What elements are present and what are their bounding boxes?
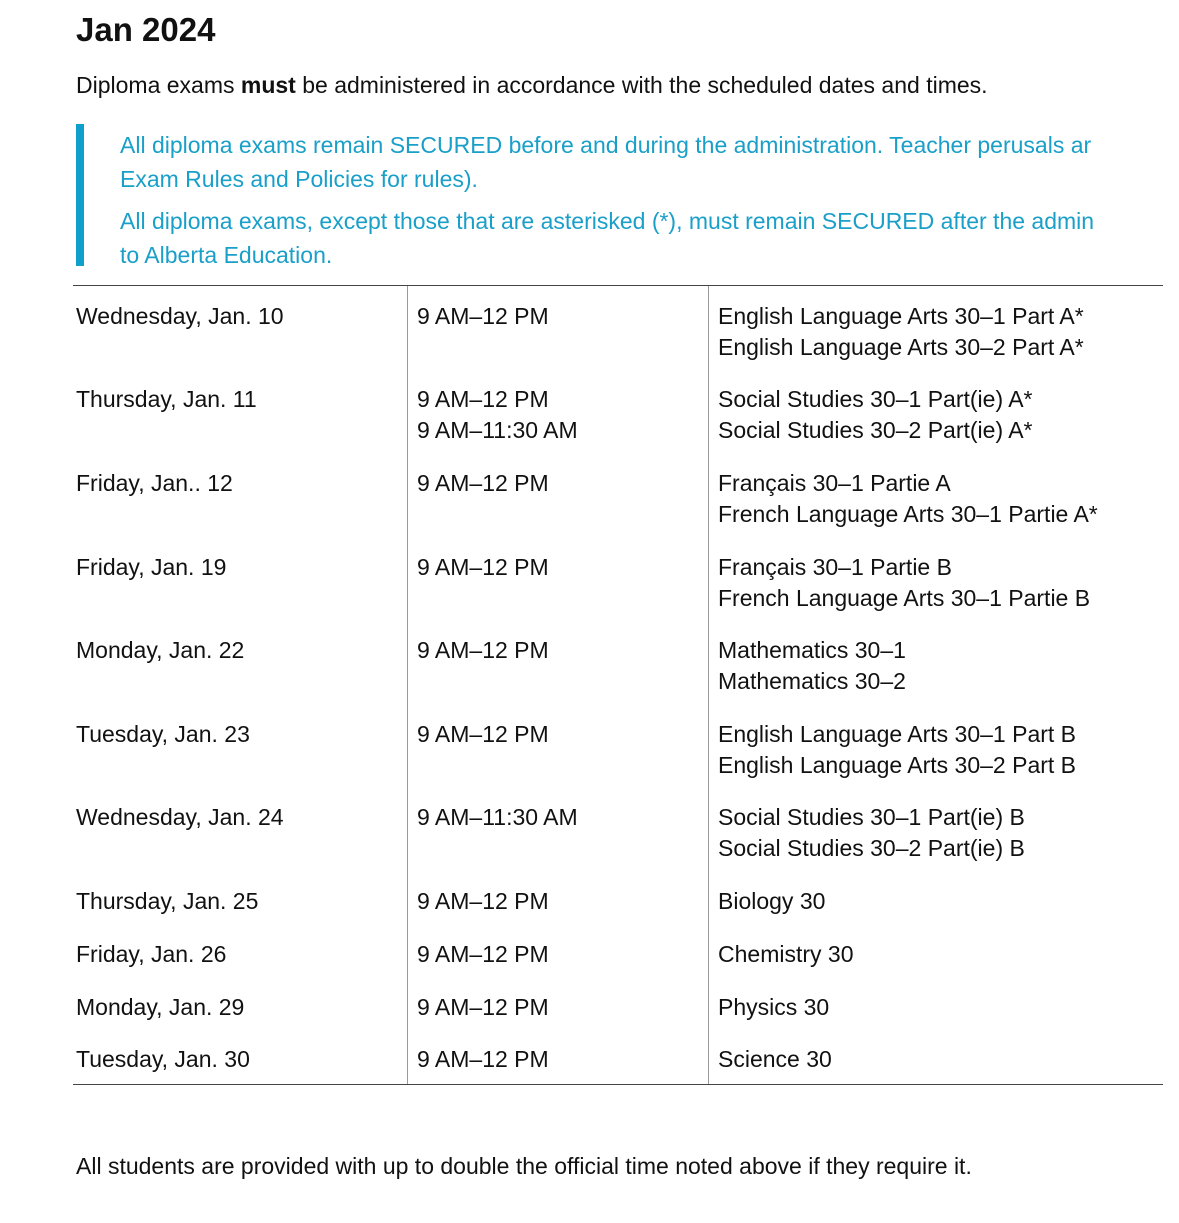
exam-subject: Biology 30	[718, 888, 826, 914]
intro-text	[76, 70, 988, 100]
time-slot: 9 AM–11:30 AM	[417, 417, 578, 443]
exam-subject: Physics 30	[718, 994, 830, 1020]
page-title: Jan 2024	[76, 11, 216, 48]
exam-subjects	[718, 1044, 832, 1075]
exam-time	[417, 719, 549, 750]
notice-line: Exam Rules and Policies for rules).	[120, 166, 478, 192]
time-slot: 9 AM–12 PM	[417, 994, 549, 1020]
exam-subjects	[718, 635, 906, 697]
security-notice	[76, 124, 1179, 266]
exam-date: Wednesday, Jan. 24	[76, 804, 284, 830]
exam-subjects	[718, 552, 1090, 614]
exam-subjects	[718, 301, 1084, 363]
exam-time	[417, 635, 549, 666]
time-slot: 9 AM–11:30 AM	[417, 804, 578, 830]
exam-date: Thursday, Jan. 11	[76, 386, 257, 412]
exam-date: Monday, Jan. 22	[76, 637, 245, 663]
time-slot: 9 AM–12 PM	[417, 554, 549, 580]
exam-subject: English Language Arts 30–1 Part B	[718, 721, 1077, 747]
exam-time	[417, 802, 578, 833]
exam-subject: English Language Arts 30–2 Part B	[718, 752, 1077, 778]
notice-line: All diploma exams, except those that are asterisked (*), must remain SECURED after the admin	[120, 208, 1095, 234]
exam-subject: English Language Arts 30–1 Part A*	[718, 303, 1084, 329]
exam-time	[417, 384, 578, 446]
time-slot: 9 AM–12 PM	[417, 470, 549, 496]
exam-subjects	[718, 992, 829, 1023]
exam-subjects	[718, 802, 1025, 864]
notice-line: to Alberta Education.	[120, 242, 333, 266]
exam-date: Monday, Jan. 29	[76, 994, 245, 1020]
notice-text	[120, 128, 1094, 266]
exam-date: Friday, Jan. 19	[76, 554, 227, 580]
exam-date: Friday, Jan.. 12	[76, 470, 233, 496]
time-slot: 9 AM–12 PM	[417, 888, 549, 914]
exam-subjects	[718, 886, 825, 917]
exam-time	[417, 301, 549, 332]
exam-subject: French Language Arts 30–1 Partie A*	[718, 501, 1098, 527]
exam-subjects	[718, 468, 1098, 530]
intro-text-after: be administered in accordance with the scheduled dates and times.	[295, 72, 988, 98]
exam-time	[417, 1044, 549, 1075]
notice-paragraph-asterisked	[120, 204, 1094, 266]
exam-subjects	[718, 719, 1076, 781]
exam-date: Friday, Jan. 26	[76, 941, 227, 967]
intro-text-before: Diploma exams	[76, 72, 241, 98]
intro-emphasis: must	[240, 72, 296, 98]
exam-schedule-table	[73, 285, 1163, 1085]
exam-subject: French Language Arts 30–1 Partie B	[718, 585, 1091, 611]
column-divider-time-exam	[708, 286, 709, 1084]
notice-line: All diploma exams remain SECURED before and during the administration. Teacher perusals ar	[120, 132, 1092, 158]
exam-date: Tuesday, Jan. 30	[76, 1046, 250, 1072]
notice-accent-bar	[76, 124, 84, 266]
exam-date: Wednesday, Jan. 10	[76, 303, 284, 329]
exam-date: Thursday, Jan. 25	[76, 888, 259, 914]
column-divider-date-time	[407, 286, 408, 1084]
exam-time	[417, 939, 549, 970]
exam-date: Tuesday, Jan. 23	[76, 721, 250, 747]
exam-subjects	[718, 384, 1033, 446]
exam-subject: English Language Arts 30–2 Part A*	[718, 334, 1084, 360]
exam-subject: Français 30–1 Partie A	[718, 470, 951, 496]
time-slot: 9 AM–12 PM	[417, 1046, 549, 1072]
exam-time	[417, 992, 549, 1023]
exam-subject: Français 30–1 Partie B	[718, 554, 952, 580]
exam-subject: Mathematics 30–1	[718, 637, 906, 663]
exam-subject: Social Studies 30–2 Part(ie) A*	[718, 417, 1033, 443]
time-slot: 9 AM–12 PM	[417, 637, 549, 663]
exam-subject: Social Studies 30–1 Part(ie) A*	[718, 386, 1033, 412]
time-slot: 9 AM–12 PM	[417, 941, 549, 967]
exam-subject: Chemistry 30	[718, 941, 854, 967]
time-slot: 9 AM–12 PM	[417, 721, 549, 747]
exam-subjects	[718, 939, 853, 970]
exam-subject: Social Studies 30–1 Part(ie) B	[718, 804, 1025, 830]
exam-time	[417, 552, 549, 583]
exam-time	[417, 886, 549, 917]
exam-subject: Mathematics 30–2	[718, 668, 906, 694]
time-slot: 9 AM–12 PM	[417, 303, 549, 329]
notice-paragraph-secured	[120, 128, 1094, 196]
footer-note: All students are provided with up to double the official time noted above if they require it.	[76, 1153, 972, 1179]
exam-subject: Social Studies 30–2 Part(ie) B	[718, 835, 1025, 861]
exam-time	[417, 468, 549, 499]
exam-subject: Science 30	[718, 1046, 832, 1072]
time-slot: 9 AM–12 PM	[417, 386, 549, 412]
